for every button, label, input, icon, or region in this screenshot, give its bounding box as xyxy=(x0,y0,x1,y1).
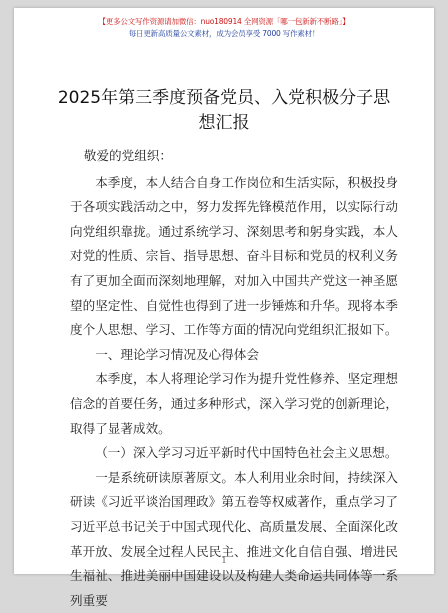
paragraph-theory-study: 本季度，本人将理论学习作为提升党性修养、坚定理想信念的首要任务，通过多种形式，深入学习党的创新理论，取得了显著成效。 xyxy=(70,371,398,436)
page-number: 1 xyxy=(221,556,227,565)
promo-banner-line-1: 【更多公文写作资源请加微信：nuo180914 全网资源「哪一包新新不断路」】 xyxy=(98,17,350,26)
promo-banner-line-2: 每日更新高质量公文素材，成为会员享受 7000 写作素材！ xyxy=(128,29,320,38)
document-page xyxy=(14,8,434,608)
salutation: 敬爱的党组织： xyxy=(83,148,173,163)
document-body xyxy=(70,144,398,613)
paragraph-original-works: 一是系统研读原著原文。本人利用业余时间，持续深入研读《习近平谈治国理政》第五卷等权威著作，重点学习了习近平总书记关于中国式现代化、高质量发展、全面深化改革开放、发展全过程人民民主、推进文化自信自强、增进民生福祉、推进美丽中国建设以及构建人类命运共同体等一系列重要 xyxy=(70,469,398,608)
paragraph-intro: 本季度，本人结合自身工作岗位和生活实际，积极投身于各项实践活动之中，努力发挥先锋模范作用，以实际行动向党组织靠拢。通过系统学习、深刻思考和躬身实践，本人对党的性质、宗旨、指导思想、奋斗目标和党员的权利义务有了更加全面而深刻地理解，对加入中国共产党这一神圣愿望的坚定性、自觉性也得到了进一步锤炼和升华。现将本季度个人思想、学习、工作等方面的情况向党组织汇报如下。 xyxy=(70,174,398,338)
document-title: 2025年第三季度预备党员、入党积极分子思想汇报 xyxy=(57,88,391,133)
section-heading-1: 一、理论学习情况及心得体会 xyxy=(95,346,259,362)
subsection-heading-1: （一）深入学习习近平新时代中国特色社会主义思想。 xyxy=(95,445,398,461)
